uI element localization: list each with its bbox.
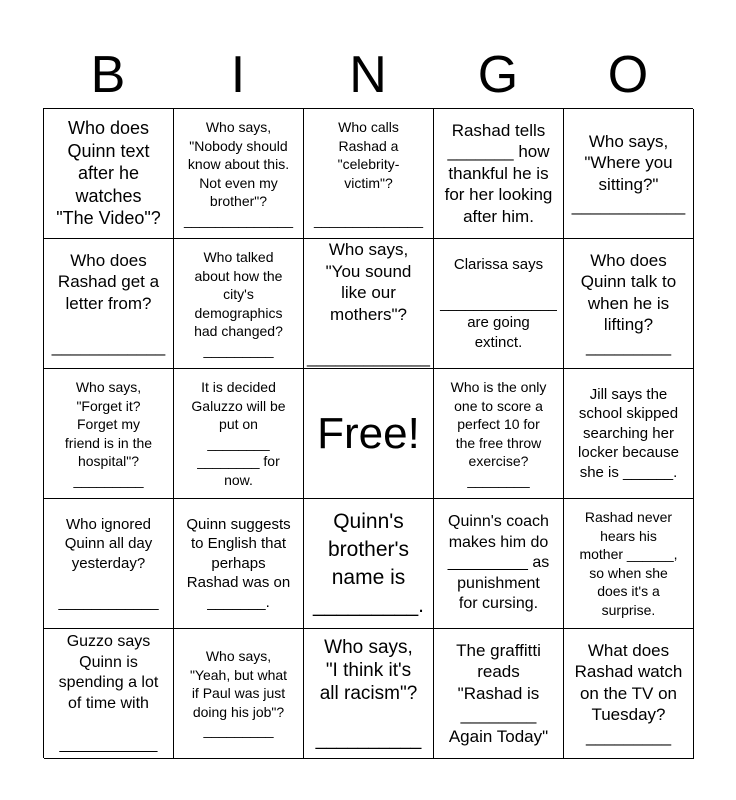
bingo-cell-text: Who says, "Nobody should know about this. Not even my brother"? ______________	[183, 119, 293, 228]
bingo-cell-text: Quinn suggests to English that perhaps Rashad was on _______.	[186, 515, 291, 611]
bingo-cell-r1-c5[interactable]	[564, 109, 694, 239]
free-space[interactable]	[304, 369, 434, 499]
bingo-cell-r3-c1[interactable]	[44, 369, 174, 499]
bingo-cell-r2-c1[interactable]	[44, 239, 174, 369]
bingo-cell-text: Who says, "Yeah, but what if Paul was just doing his job"? _________	[189, 648, 288, 739]
bingo-cell-text: Who says, "Where you sitting?" ____________	[571, 131, 686, 215]
bingo-cell-text: Who says, "I think it's all racism"? __________	[315, 637, 422, 750]
bingo-header	[43, 42, 693, 108]
bingo-cell-text: Who ignored Quinn all day yesterday? ____________	[58, 515, 159, 611]
bingo-cell-text: Who does Quinn talk to when he is lifting? _________	[580, 250, 677, 356]
header-letter-g: G	[477, 46, 519, 104]
bingo-cell-r4-c1[interactable]	[44, 499, 174, 629]
bingo-cell-r5-c1[interactable]	[44, 629, 174, 759]
bingo-cell-text: Who does Quinn text after he watches "The Video"?	[56, 118, 161, 229]
bingo-cell-r3-c2[interactable]	[174, 369, 304, 499]
free-space-text: Free!	[317, 408, 420, 458]
bingo-cell-r4-c4[interactable]	[434, 499, 564, 629]
bingo-cell-text: Who does Rashad get a letter from? ____________	[51, 250, 166, 356]
bingo-cell-r1-c4[interactable]	[434, 109, 564, 239]
bingo-cell-text: Guzzo says Quinn is spending a lot of time with ___________	[58, 633, 159, 753]
bingo-cell-text: Rashad tells _______ how thankful he is for her looking after him.	[444, 120, 553, 226]
bingo-cell-text: It is decided Galuzzo will be put on ________ ________ for now.	[191, 379, 286, 488]
bingo-cell-text: Jill says the school skipped searching her locker because she is ______.	[578, 385, 679, 481]
bingo-grid	[43, 108, 693, 758]
bingo-cell-r1-c3[interactable]	[304, 109, 434, 239]
bingo-cell-text: Quinn's brother's name is _________.	[313, 509, 424, 617]
bingo-cell-r1-c2[interactable]	[174, 109, 304, 239]
bingo-cell-r3-c5[interactable]	[564, 369, 694, 499]
bingo-cell-r4-c2[interactable]	[174, 499, 304, 629]
bingo-cell-text: Rashad never hears his mother ______, so when she does it's a surprise.	[579, 509, 678, 618]
bingo-cell-r2-c2[interactable]	[174, 239, 304, 369]
bingo-cell-text: Quinn's coach makes him do _________ as punishment for cursing.	[447, 513, 550, 613]
header-letter-i: I	[230, 46, 246, 104]
bingo-cell-r5-c5[interactable]	[564, 629, 694, 759]
bingo-cell-text: What does Rashad watch on the TV on Tuesday? _________	[574, 640, 683, 746]
bingo-cell-r5-c4[interactable]	[434, 629, 564, 759]
bingo-cell-r1-c1[interactable]	[44, 109, 174, 239]
bingo-cell-r2-c3[interactable]	[304, 239, 434, 369]
bingo-cell-text: Who talked about how the city's demographics had changed? _________	[194, 249, 283, 358]
bingo-cell-text: Who says, "Forget it? Forget my friend is in the hospital"? _________	[64, 379, 153, 488]
bingo-cell-r2-c4[interactable]	[434, 239, 564, 369]
bingo-cell-r4-c5[interactable]	[564, 499, 694, 629]
bingo-cell-r3-c4[interactable]	[434, 369, 564, 499]
bingo-cell-text: Who calls Rashad a "celebrity- victim"? ______________	[313, 119, 423, 228]
header-letter-o: O	[607, 46, 649, 104]
bingo-cell-r5-c3[interactable]	[304, 629, 434, 759]
bingo-cell-text: Who says, "You sound like our mothers"? _____________	[307, 240, 430, 367]
bingo-cell-text: Clarissa says ______________ are going extinct.	[440, 255, 557, 351]
bingo-cell-r4-c3[interactable]	[304, 499, 434, 629]
bingo-cell-text: Who is the only one to score a perfect 10 for the free throw exercise? ________	[450, 379, 547, 488]
bingo-cell-r2-c5[interactable]	[564, 239, 694, 369]
bingo-cell-text: The graffitti reads "Rashad is ________ Again Today"	[448, 640, 549, 746]
bingo-cell-r5-c2[interactable]	[174, 629, 304, 759]
header-letter-n: N	[349, 46, 387, 104]
header-letter-b: B	[90, 46, 126, 104]
